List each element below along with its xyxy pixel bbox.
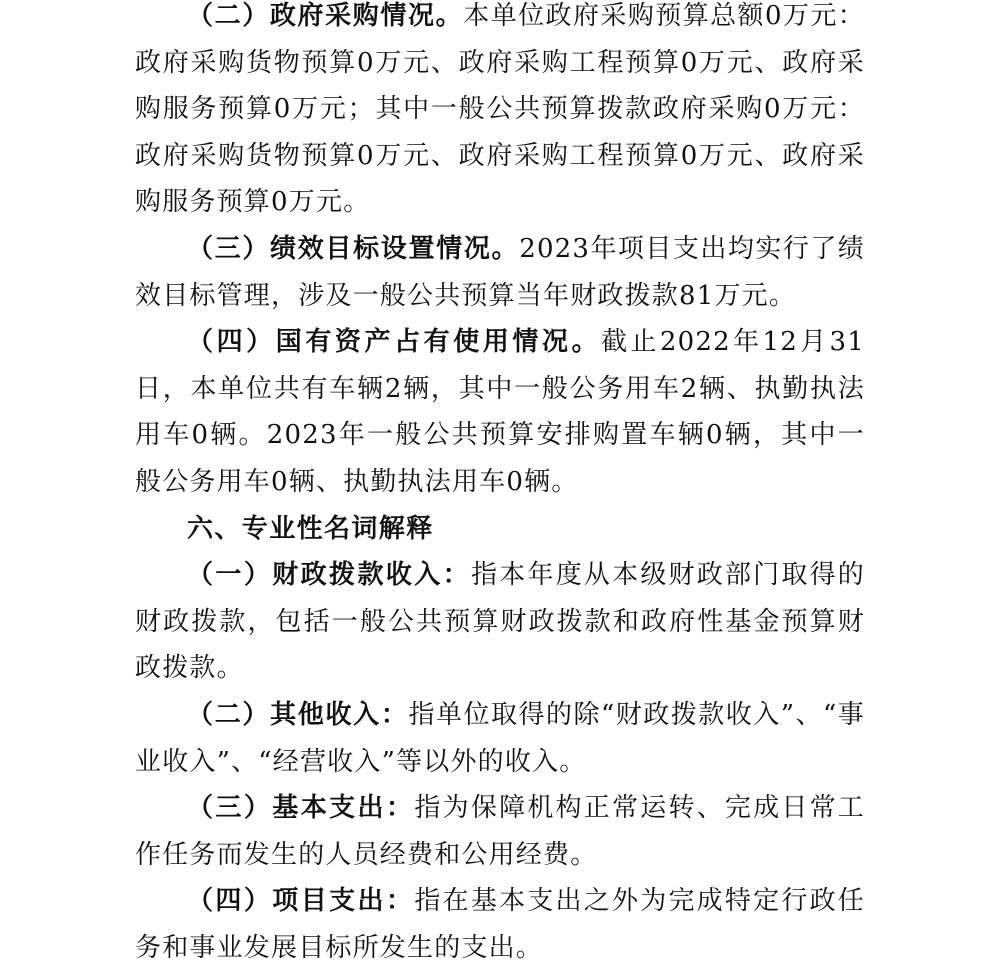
definition-fiscal-appropriation-income <box>135 552 865 692</box>
paragraph-label: （二）政府采购情况。 <box>187 1 464 31</box>
definition-label: （一）财政拨款收入： <box>187 560 472 591</box>
definition-label: （二）其他收入： <box>187 699 409 730</box>
paragraph-text: 2023年项目支出均实行了绩效目标管理，涉及一般公共预算当年财政拨款81万元。 <box>135 233 865 311</box>
definition-text: 指本年度从本级财政部门取得的财政拨款，包括一般公共预算财政拨款和政府性基金预算财政拨款。 <box>135 560 865 684</box>
paragraph-government-procurement <box>135 0 865 226</box>
definition-text: 指在基本支出之外为完成特定行政任务和事业发展目标所发生的支出。 <box>135 886 866 963</box>
definition-text: 指为保障机构正常运转、完成日常工作任务而发生的人员经费和公用经费。 <box>135 793 866 870</box>
definition-project-expenditure <box>135 878 865 971</box>
definition-label: （四）项目支出： <box>187 886 415 917</box>
definition-other-income <box>135 692 865 785</box>
definition-label: （三）基本支出： <box>187 793 415 824</box>
paragraph-label: （三）绩效目标设置情况。 <box>187 233 520 264</box>
section-heading: 六、专业性名词解释 <box>187 513 434 544</box>
paragraph-performance-targets <box>135 226 865 319</box>
paragraph-label: （四）国有资产占有使用情况。 <box>187 327 602 358</box>
paragraph-state-assets <box>135 319 865 505</box>
definition-basic-expenditure <box>135 785 865 878</box>
document-page <box>135 0 865 971</box>
paragraph-text: 截止2022年12月31日，本单位共有车辆2辆，其中一般公务用车2辆、执勤执法用车0辆。2023年一般公共预算安排购置车辆0辆，其中一般公务用车0辆、执勤执法用车0辆。 <box>135 327 865 497</box>
definition-text: 指单位取得的除“财政拨款收入”、“事业收入”、“经营收入”等以外的收入。 <box>135 699 865 777</box>
paragraph-text: 本单位政府采购预算总额0万元：政府采购货物预算0万元、政府采购工程预算0万元、政府采购服务预算0万元；其中一般公共预算拨款政府采购0万元：政府采购货物预算0万元、政府采购工程预算0万元、政府采购服务预算0万元。 <box>135 1 865 218</box>
